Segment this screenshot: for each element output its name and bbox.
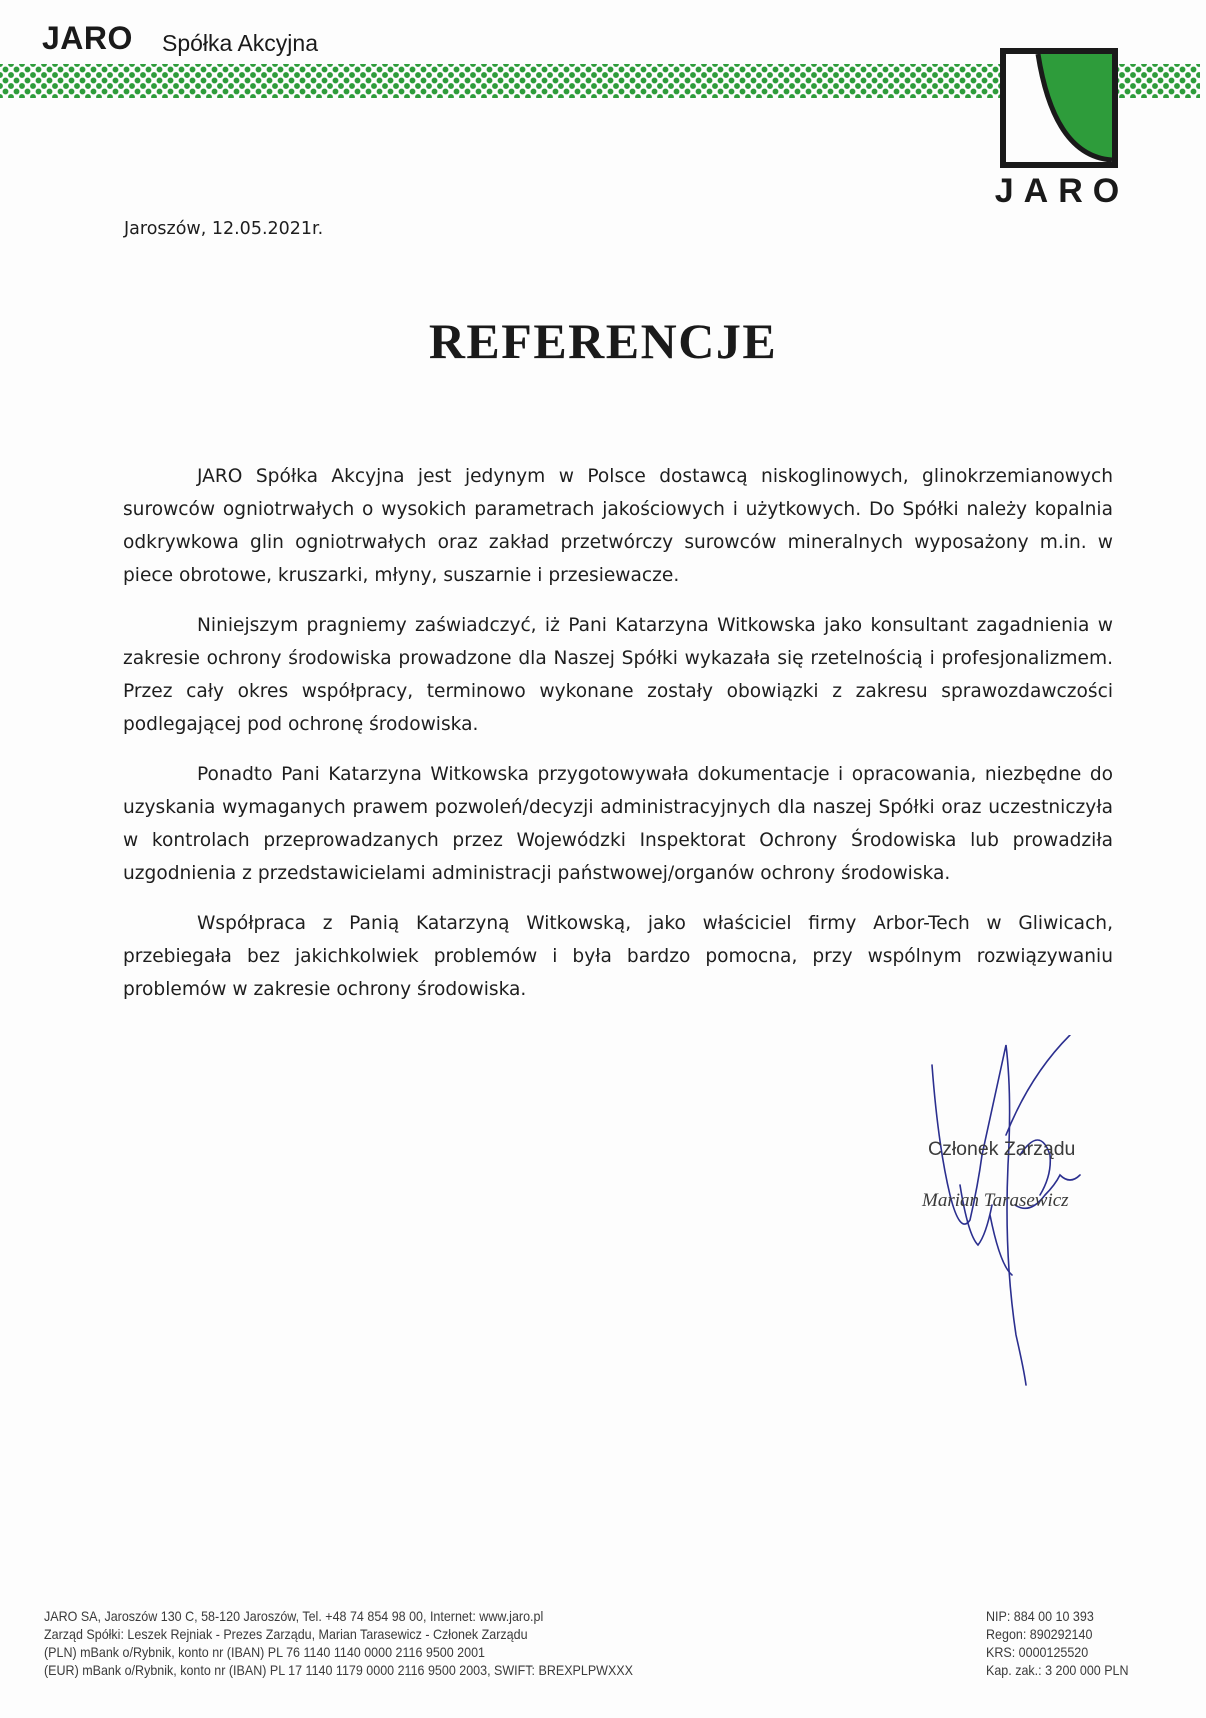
footer-company-details bbox=[44, 1608, 633, 1680]
footer-line: JARO SA, Jaroszów 130 C, 58-120 Jaroszów, Tel. +48 74 854 98 00, Internet: www.jaro.pl bbox=[44, 1609, 544, 1624]
footer-line: KRS: 0000125520 bbox=[986, 1645, 1089, 1660]
footer-line: Zarząd Spółki: Leszek Rejniak - Prezes Zarządu, Marian Tarasewicz - Członek Zarządu bbox=[44, 1627, 528, 1642]
footer-line: NIP: 884 00 10 393 bbox=[986, 1609, 1094, 1624]
company-name: JARO bbox=[42, 20, 133, 56]
signatory-role: Członek Zarządu bbox=[928, 1138, 1076, 1160]
handwritten-signature bbox=[920, 1035, 1110, 1395]
footer-registration-details bbox=[986, 1608, 1129, 1680]
footer-line: (EUR) mBank o/Rybnik, konto nr (IBAN) PL 17 1140 1179 0000 2116 9500 2003, SWIFT: BREXPLPWXXX bbox=[44, 1663, 634, 1678]
logo-mark-icon bbox=[1000, 48, 1118, 168]
logo-wordmark: JARO bbox=[994, 172, 1130, 210]
footer-line: (PLN) mBank o/Rybnik, konto nr (IBAN) PL 76 1140 1140 0000 2116 9500 2001 bbox=[44, 1645, 486, 1660]
letter-date: Jaroszów, 12.05.2021r. bbox=[124, 219, 324, 239]
body-paragraph: Ponadto Pani Katarzyna Witkowska przygotowywała dokumentacje i opracowania, niezbędne do uzyskania wymaganych prawem pozwoleń/decyzji administracyjnych dla naszej Spółki oraz uczestniczyła w kontrolach przeprowadzanych przez Wojewódzki Inspektorat Ochrony Środowiska lub prowadziła uzgodnienia z przedstawicielami administracji państwowej/organów ochrony środowiska. bbox=[123, 764, 1113, 884]
company-type: Spółka Akcyjna bbox=[162, 30, 318, 56]
company-logo bbox=[1000, 48, 1118, 168]
letter-body bbox=[123, 460, 1113, 1023]
signatory-name: Marian Tarasewicz bbox=[922, 1190, 1069, 1211]
footer-line: Kap. zak.: 3 200 000 PLN bbox=[986, 1663, 1129, 1678]
body-paragraph: JARO Spółka Akcyjna jest jedynym w Polsce dostawcą niskoglinowych, glinokrzemianowych surowców ogniotrwałych o wysokich parametrach jakościowych i użytkowych. Do Spółki należy kopalnia odkrywkowa glin ogniotrwałych oraz zakład przetwórczy surowców mineralnych wyposażony m.in. w piece obrotowe, kruszarki, młyny, suszarnie i przesiewacze. bbox=[123, 466, 1113, 586]
footer-line: Regon: 890292140 bbox=[986, 1627, 1093, 1642]
letter-title: REFERENCJE bbox=[428, 313, 778, 369]
body-paragraph: Współpraca z Panią Katarzyną Witkowską, jako właściciel firmy Arbor-Tech w Gliwicach, przebiegała bez jakichkolwiek problemów i była bardzo pomocna, przy wspólnym rozwiązywaniu problemów w zakresie ochrony środowiska. bbox=[123, 913, 1113, 1000]
body-paragraph: Niniejszym pragniemy zaświadczyć, iż Pani Katarzyna Witkowska jako konsultant zagadnienia w zakresie ochrony środowiska prowadzone dla Naszej Spółki wykazała się rzetelnością i profesjonalizmem. Przez cały okres współpracy, terminowo wykonane zostały obowiązki z zakresu sprawozdawczości podlegającej pod ochronę środowiska. bbox=[123, 615, 1113, 735]
